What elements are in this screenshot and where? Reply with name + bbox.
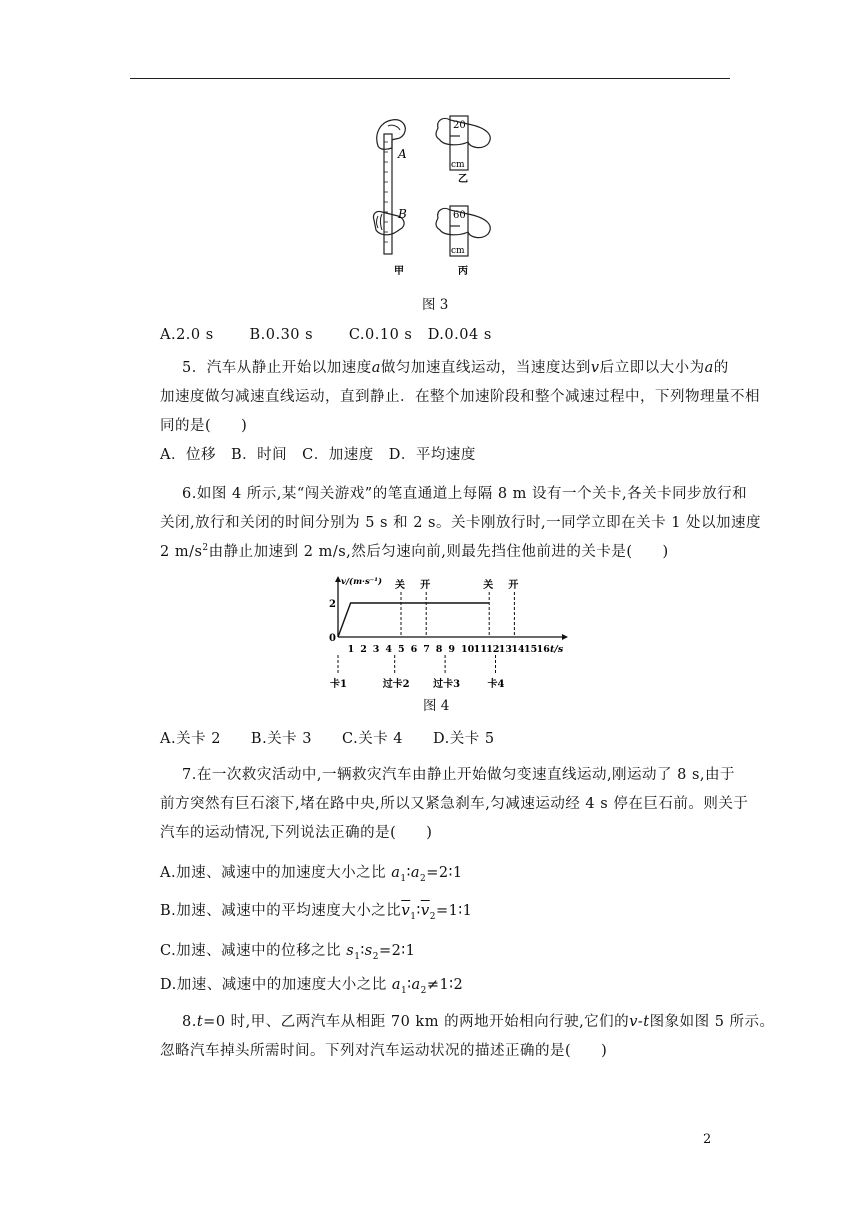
checkpoint-label: 卡1 [330, 679, 347, 690]
q8-line-1: 8.t=0 时,甲、乙两汽车从相距 70 km 的两地开始相向行驶,它们的v-t图象如图 5 所示。 [182, 1014, 775, 1030]
figure-3-ruler-illustration [370, 112, 510, 287]
x-tick-label: 4 [385, 644, 393, 655]
label-a: A [398, 147, 407, 161]
hand-bing-icon [436, 208, 490, 237]
q6-options: A.关卡 2 B.关卡 3 C.关卡 4 D.关卡 5 [160, 731, 495, 747]
q5-line-1: 5．汽车从静止开始以加速度a做匀加速直线运动，当速度达到v后立即以大小为a的 [182, 360, 729, 376]
ruler-yi-mark: 20 [453, 120, 466, 131]
q7-option-d: D.加速、减速中的加速度大小之比 $a_1∶a_2\ne 1∶2$ [160, 977, 464, 996]
q7-option-b: B.加速、减速中的平均速度大小之比$\overline{v}_1∶\overline{v}_2=1∶1$ [160, 901, 473, 922]
x-tick-label: 12 [486, 644, 500, 655]
y-axis-label: v/(m·s⁻¹) [341, 577, 383, 587]
label-bing: 丙 [458, 266, 468, 277]
x-tick-label: 11 [473, 644, 487, 655]
gate-state-label: 关 [395, 580, 405, 591]
x-tick-label: 5 [398, 644, 405, 655]
x-tick-label: 8 [435, 644, 443, 655]
q4-options [160, 327, 492, 343]
q5-options: A．位移 B．时间 C．加速度 D．平均速度 [160, 447, 476, 463]
q6-line-1: 6.如图 4 所示,某“闯关游戏”的笔直通道上每隔 8 m 设有一个关卡,各关卡同步放行和 [182, 486, 748, 502]
q5-line-2: 加速度做匀减速直线运动，直到静止．在整个加速阶段和整个减速过程中，下列物理量不相 [160, 389, 760, 405]
label-yi: 乙 [458, 174, 468, 185]
hand-yi-icon [436, 118, 490, 147]
q6-line-3: 2 $m/s^2$由静止加速到 2 m/s,然后匀速向前,则最先挡住他前进的关卡是( ) [160, 543, 669, 560]
label-jia: 甲 [394, 266, 404, 277]
figure-4-vt-chart [312, 574, 572, 690]
q4-option-b: B.0.30 s [249, 327, 314, 343]
x-tick-label: 1 [347, 644, 355, 655]
ruler-bing-unit: cm [451, 246, 465, 256]
x-tick-label: 16 [536, 644, 550, 655]
q7-option-c: C.加速、减速中的位移之比 $s_1∶s_2=2∶1$ [160, 943, 416, 962]
checkpoint-label: 过卡2 [382, 679, 410, 690]
y-tick-label: 2 [329, 599, 336, 610]
q7-line-1: 7.在一次救灾活动中,一辆救灾汽车由静止开始做匀变速直线运动,刚运动了 8 s,由于 [182, 767, 736, 783]
q7-line-2: 前方突然有巨石滚下,堵在路中央,所以又紧急刹车,匀减速运动经 4 s 停在巨石前。则关于 [160, 796, 749, 812]
x-axis-label: t/s [550, 644, 564, 655]
gate-state-label: 开 [420, 580, 431, 591]
x-axis-arrow-icon [562, 634, 568, 640]
label-b: B [398, 207, 407, 221]
q4-option-d: D.0.04 s [427, 327, 492, 343]
checkpoint-label: 卡4 [487, 679, 505, 690]
page-number: 2 [703, 1132, 712, 1147]
x-tick-label: 14 [511, 644, 525, 655]
x-tick-label: 6 [410, 644, 418, 655]
x-tick-label: 13 [498, 644, 513, 655]
x-tick-label: 9 [448, 644, 456, 655]
gate-state-label: 开 [508, 580, 519, 591]
q8-line-2: 忽略汽车掉头所需时间。下列对汽车运动状况的描述正确的是( ) [160, 1043, 608, 1059]
q5-line-3: 同的是( ) [160, 418, 248, 434]
origin-label: 0 [329, 633, 336, 644]
ruler-bing-mark: 60 [453, 210, 466, 221]
checkpoint-label: 过卡3 [433, 679, 461, 690]
gate-state-label: 关 [483, 580, 494, 591]
x-tick-label: 15 [524, 644, 538, 655]
x-tick-label: 7 [423, 644, 430, 655]
x-tick-label: 10 [461, 644, 475, 655]
q7-option-a: A.加速、减速中的加速度大小之比 $a_1∶a_2=2∶1$ [160, 865, 463, 884]
q6-line-2: 关闭,放行和关闭的时间分别为 5 s 和 2 s。关卡刚放行时,一同学立即在关卡 1 处以加速度 [160, 515, 762, 531]
q4-option-a: A.2.0 s [160, 327, 214, 343]
q4-option-c: C.0.10 s [348, 327, 413, 343]
ruler-yi-unit: cm [451, 160, 465, 170]
figure-4-caption: 图 4 [423, 698, 450, 714]
x-tick-label: 2 [360, 644, 367, 655]
velocity-line [338, 603, 489, 637]
figure-3-caption: 图 3 [422, 297, 449, 313]
q7-line-3: 汽车的运动情况,下列说法正确的是( ) [160, 825, 433, 841]
x-tick-label: 3 [372, 644, 380, 655]
header-rule [130, 78, 730, 79]
